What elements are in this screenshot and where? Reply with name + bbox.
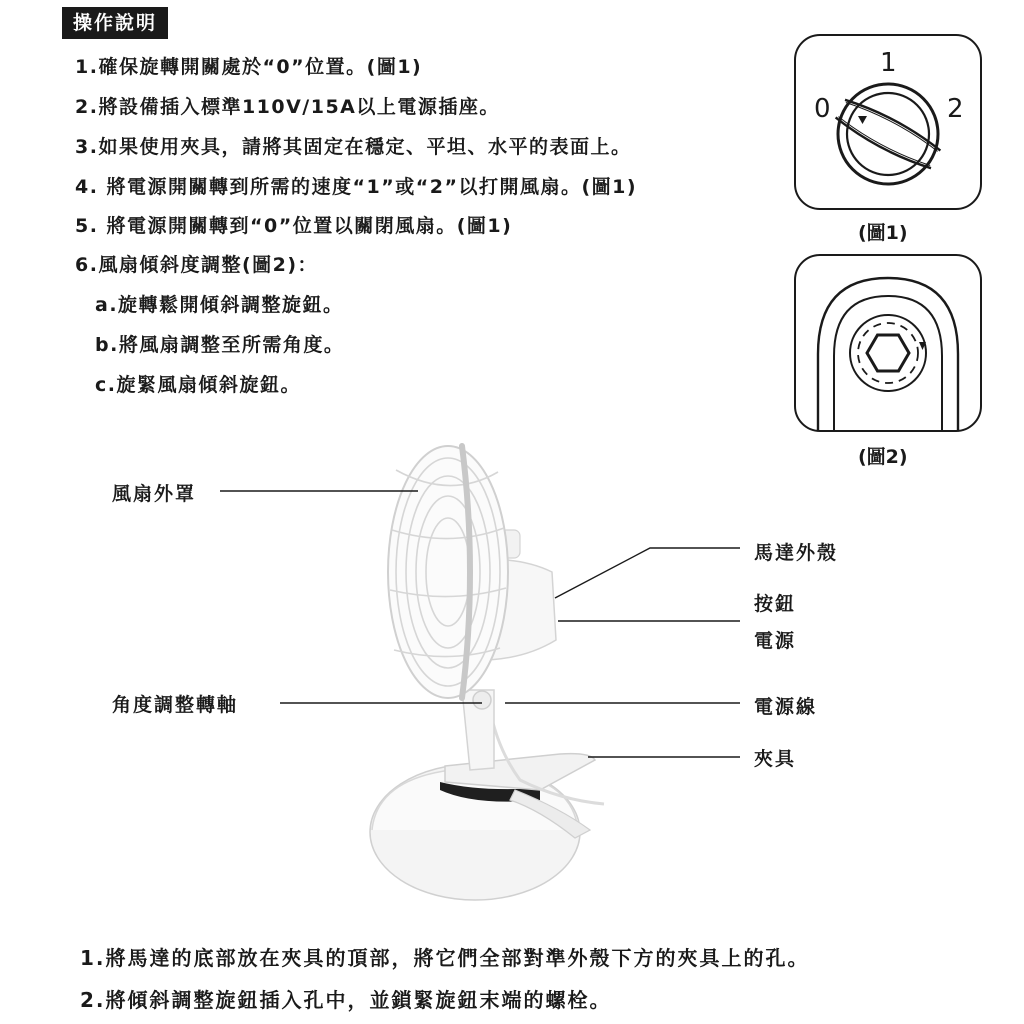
- label-power-cord: 電源線: [754, 696, 818, 718]
- dial-label-2: 2: [947, 94, 964, 124]
- leader-motor-housing: [555, 548, 740, 598]
- dial-label-1: 1: [880, 48, 897, 78]
- instruction-2: 2.將設備插入標準110V/15A以上電源插座。: [75, 96, 500, 118]
- label-angle-shaft: 角度調整轉軸: [112, 694, 239, 716]
- instruction-5: 5. 將電源開關轉到“0”位置以關閉風扇。(圖1): [75, 215, 513, 237]
- instruction-3: 3.如果使用夾具，請將其固定在穩定、平坦、水平的表面上。: [75, 136, 632, 158]
- instruction-1: 1.確保旋轉開關處於“0”位置。(圖1): [75, 56, 423, 78]
- label-fan-guard: 風扇外罩: [112, 483, 197, 505]
- instruction-6: 6.風扇傾斜度調整(圖2)：: [75, 254, 319, 276]
- figure1-caption: (圖1): [858, 222, 908, 244]
- clamp: [445, 754, 595, 790]
- instruction-6c: c.旋緊風扇傾斜旋鈕。: [95, 374, 301, 396]
- label-motor-housing: 馬達外殼: [754, 542, 839, 564]
- label-clamp: 夾具: [754, 748, 797, 770]
- label-power: 電源: [754, 630, 797, 652]
- footer-note-2: 2.將傾斜調整旋鈕插入孔中，並鎖緊旋鈕末端的螺栓。: [80, 988, 612, 1012]
- instruction-4: 4. 將電源開關轉到所需的速度“1”或“2”以打開風扇。(圖1): [75, 176, 638, 198]
- label-button: 按鈕: [754, 593, 797, 615]
- footer-note-1: 1.將馬達的底部放在夾具的頂部，將它們全部對準外殼下方的夾具上的孔。: [80, 946, 810, 970]
- dial-label-0: 0: [814, 94, 831, 124]
- section-title: 操作說明: [62, 7, 168, 39]
- figure2-caption: (圖2): [858, 446, 908, 468]
- instruction-6b: b.將風扇調整至所需角度。: [95, 334, 345, 356]
- instruction-6a: a.旋轉鬆開傾斜調整旋鈕。: [95, 294, 344, 316]
